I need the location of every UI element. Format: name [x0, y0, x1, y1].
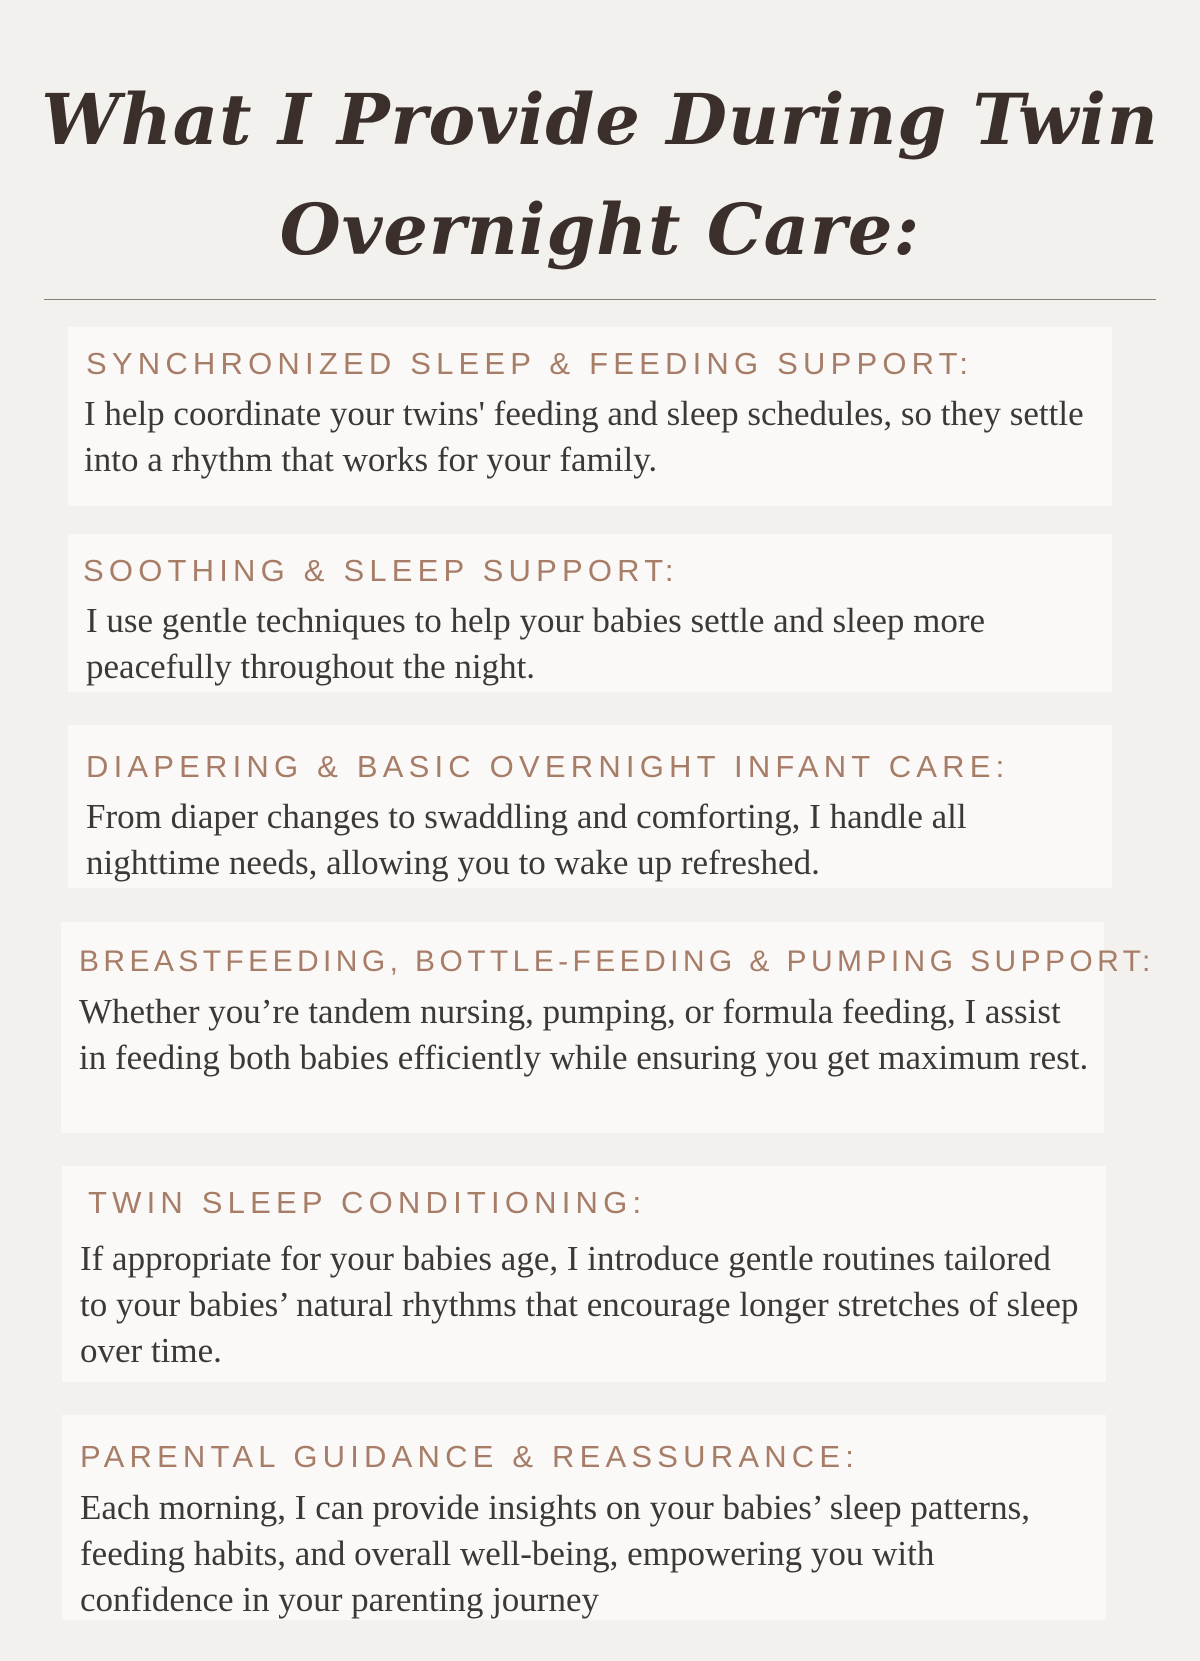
- section-card-soothing-sleep: [68, 534, 1112, 692]
- section-description: If appropriate for your babies age, I introduce gentle routines tailored to your babies’ natural rhythms that encourage longer stretches of sleep over time.: [80, 1239, 1079, 1370]
- section-heading: SYNCHRONIZED SLEEP & FEEDING SUPPORT:: [86, 346, 974, 381]
- section-card-diapering-infant-care: [68, 725, 1112, 888]
- title-divider: [44, 299, 1156, 300]
- section-description: Whether you’re tandem nursing, pumping, or formula feeding, I assist in feeding both babies efficiently while ensuring you get maximum rest.: [79, 992, 1089, 1077]
- section-description: From diaper changes to swaddling and comforting, I handle all nighttime needs, allowing you to wake up refreshed.: [86, 797, 967, 882]
- section-card-synchronized-sleep-feeding: [68, 327, 1112, 506]
- page-title-line-2: Overnight Care:: [279, 187, 921, 271]
- section-heading: BREASTFEEDING, BOTTLE-FEEDING & PUMPING SUPPORT:: [79, 945, 1155, 978]
- section-heading: DIAPERING & BASIC OVERNIGHT INFANT CARE:: [86, 749, 1010, 784]
- section-description: Each morning, I can provide insights on your babies’ sleep patterns, feeding habits, and overall well-being, empowering you with confidence in your parenting journey: [80, 1488, 1030, 1619]
- section-heading: TWIN SLEEP CONDITIONING:: [88, 1185, 647, 1220]
- page-title-line-1: What I Provide During Twin: [41, 77, 1159, 161]
- section-description: I help coordinate your twins' feeding and sleep schedules, so they settle into a rhythm that works for your family.: [84, 394, 1084, 479]
- section-card-twin-sleep-conditioning: [62, 1166, 1106, 1382]
- section-card-feeding-pumping: [61, 922, 1155, 1133]
- section-heading: SOOTHING & SLEEP SUPPORT:: [83, 553, 679, 588]
- page-title: [40, 65, 1160, 285]
- section-card-parental-guidance: [62, 1415, 1106, 1620]
- section-description: I use gentle techniques to help your babies settle and sleep more peacefully throughout the night.: [86, 601, 986, 686]
- section-heading: PARENTAL GUIDANCE & REASSURANCE:: [80, 1439, 860, 1474]
